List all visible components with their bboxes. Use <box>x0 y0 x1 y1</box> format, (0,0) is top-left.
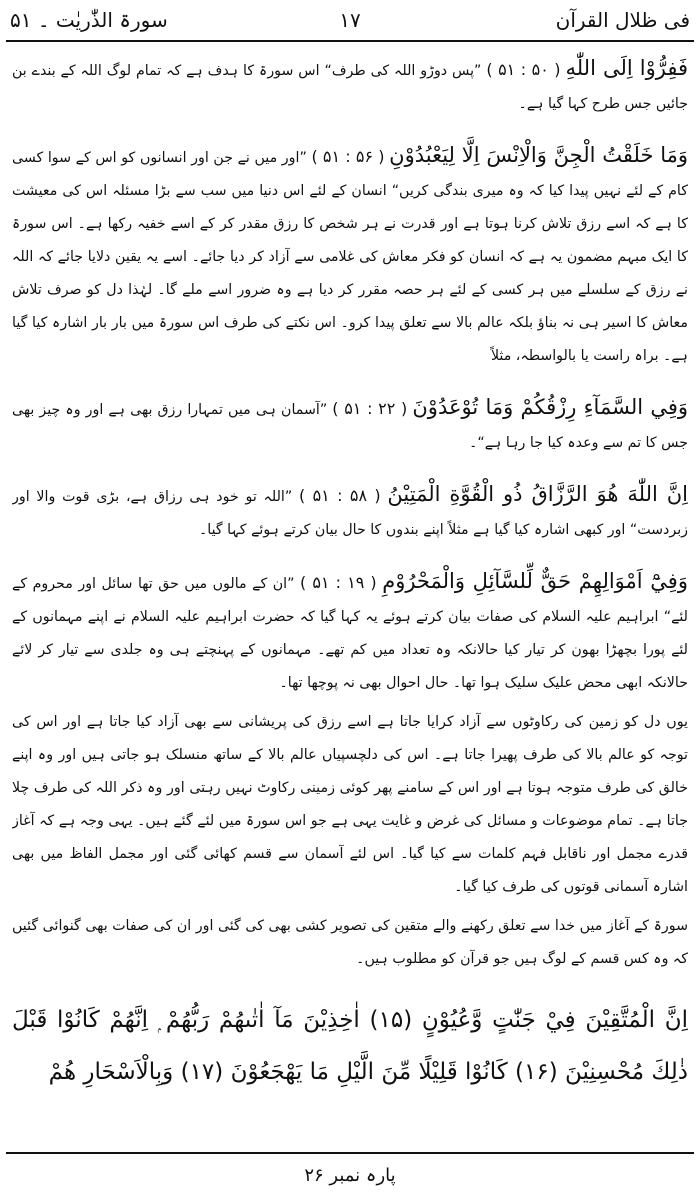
paragraph <box>12 478 688 547</box>
quran-verse: وَفِي السَّمَآءِ رِزْقُكُمْ وَمَا تُوْعَدُوْنَ <box>412 395 688 419</box>
closing-quran-verse: اِنَّ الْمُتَّقِيْنَ فِيْ جَنّٰتٍ وَّعُيُوْنٍ (۱۵) اٰخِذِيْنَ مَآ اٰتٰىهُمْ رَبُّهُمْ ۭ اِنَّهُمْ كَانُوْا قَبْلَ ذٰلِكَ مُحْسِنِيْنَ (۱۶) كَانُوْا قَلِيْلًا مِّنَ الَّيْلِ مَا يَهْجَعُوْنَ (۱۷) وَبِالْاَسْحَارِ هُمْ <box>12 1007 688 1085</box>
page-header <box>0 0 700 40</box>
footer-rule <box>6 1152 694 1154</box>
paragraph <box>12 391 688 460</box>
para-number-label: پارہ نمبر ۲۶ <box>304 1165 396 1186</box>
verse-reference: ( ۵۱ : ۵۸ ) <box>298 486 381 505</box>
paragraph-text: ”پس دوڑو اللہ کی طرف“ اس سورۃ کا ہدف ہے کہ تمام لوگ اللہ کے بندے بن جائیں جس طرح کہا گیا ہے۔ <box>12 63 688 112</box>
paragraph-text: ”ان کے مالوں میں حق تھا سائل اور محروم کے لئے“ ابراہیم علیہ السلام کی صفات بیان کرتے ہوئے یہ کہا گیا کہ حضرت ابراہیم علیہ السلام نے اپنے مہمانوں کے لئے پورا بچھڑا بھون کر تیار کیا حالانکہ وہ تعداد میں کم تھے۔ مہمانوں کے پہنچتے ہی وہ جلدی سے تیار کر لائے حالانکہ ابھی محض علیک سلیک ہوا تھا۔ حال احوال بھی نہ پوچھا تھا۔ <box>12 576 688 691</box>
page-body <box>12 52 688 1146</box>
header-rule <box>6 40 694 42</box>
verse-reference: ( ۵۱ : ۲۲ ) <box>332 399 408 418</box>
paragraph <box>12 565 688 700</box>
paragraph-text: ”آسمان ہی میں تمہارا رزق بھی ہے اور وہ چیز بھی جس کا تم سے وعدہ کیا جا رہا ہے“۔ <box>12 402 688 451</box>
page-number: ۱۷ <box>339 8 361 32</box>
paragraph-text: سورۃ کے آغاز میں خدا سے تعلق رکھنے والے متقین کی تصویر کشی بھی کی گئی اور ان کی صفات بھی گنوائی گئیں کہ وہ کس قسم کے لوگ ہیں جو قرآن کو مطلوب ہیں۔ <box>12 918 688 967</box>
quran-verse: وَفِيْٓ اَمْوَالِهِمْ حَقٌّ لِّلسَّآئِلِ وَالْمَحْرُوْمِ <box>382 569 688 593</box>
verse-reference: ( ۵۱ : ۵۰ ) <box>486 60 561 79</box>
surah-reference: سورۃ الذّٰریٰت ۔ ۵۱ <box>10 8 168 32</box>
book-title: فی ظلال القرآن <box>555 8 690 32</box>
paragraph <box>12 139 688 373</box>
paragraph-text: ”اور میں نے جن اور انسانوں کو اس کے سوا کسی کام کے لئے نہیں پیدا کیا کہ وہ میری بندگی کریں“ انسان کے لئے اس دنیا میں سب سے بڑا مسئلہ اس کی معیشت کا ہے کہ اسے رزق تلاش کرنا ہوتا ہے اور قدرت نے ہر شخص کا رزق مقدر کر کے اسے خفیہ رکھا ہے۔ اس سورۃ کا ایک مبہم مضمون یہ ہے کہ انسان کو فکر معاش کی غلامی سے آزاد کر دیا جائے۔ اسے یہ یقین دلایا جائے کہ اللہ نے رزق کے سلسلے میں ہر کسی کے لئے ہر حصہ مقرر کر دیا ہے وہ ضرور اسے ملے گا۔ لہٰذا دل کو صرف تلاش معاش کا اسیر ہی نہ بناؤ بلکہ عالم بالا سے تعلق پیدا کرو۔ اس نکتے کی طرف اس سورۃ میں بار بار اشارہ کیا گیا ہے۔ براہ راست یا بالواسطہ، مثلاً <box>12 150 688 364</box>
verse-reference: ( ۵۱ : ۱۹ ) <box>299 573 377 592</box>
paragraph-text: ”اللہ تو خود ہی رزاق ہے، بڑی قوت والا اور زبردست“ اور کبھی اشارہ کیا گیا ہے مثلاً اپنے بندوں کا حال بیان کرتے ہوئے کہا گیا۔ <box>12 489 688 538</box>
quran-verse: اِنَّ اللّٰهَ هُوَ الرَّزَّاقُ ذُو الْقُوَّةِ الْمَتِيْنُ <box>387 482 688 506</box>
paragraph <box>12 52 688 121</box>
quran-verse: وَمَا خَلَقْتُ الْجِنَّ وَالْاِنْسَ اِلَّا لِيَعْبُدُوْنِ <box>389 143 688 167</box>
paragraph <box>12 910 688 976</box>
verse-reference: ( ۵۱ : ۵۶ ) <box>311 147 385 166</box>
paragraph <box>12 706 688 904</box>
quran-verse: فَفِرُّوْا اِلَى اللّٰهِ <box>565 56 688 80</box>
paragraph-text: یوں دل کو زمین کی رکاوٹوں سے آزاد کرایا جاتا ہے اسے رزق کی پریشانی سے بھی آزاد کیا جاتا ہے اور اس کی توجہ کو عالم بالا کی طرف پھیرا جاتا ہے۔ اس کی دلچسپیاں عالم بالا کے ساتھ منسلک ہو جاتی ہیں اور وہ اپنے خالق کی طرف متوجہ ہوتا ہے اور اس کے سامنے پھر کوئی زمینی رکاوٹ نہیں رہتی اور وہ ذکر اللہ کی طرف چلا جاتا ہے۔ تمام موضوعات و مسائل کی غرض و غایت یہی ہے جو اس سورۃ میں لئے گئے ہیں۔ یہی وجہ ہے کہ آغاز قدرے مجمل اور ناقابل فہم کلمات سے کیا گیا۔ اس لئے آسمان سے قسم کھائی گئی اور مجمل الفاظ میں بھی اشارہ آسمانی قوتوں کی طرف کیا گیا۔ <box>12 714 688 895</box>
